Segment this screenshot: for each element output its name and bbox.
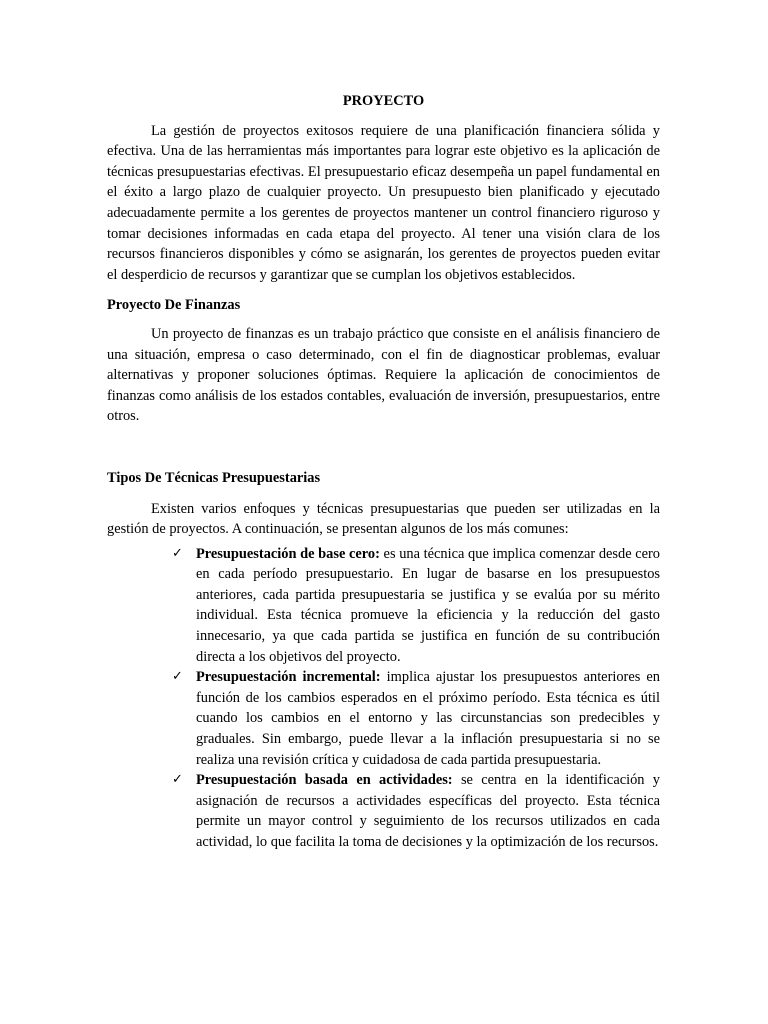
- document-title: PROYECTO: [342, 93, 425, 109]
- list-item-description: se centra en la identificación y asignación de recursos a actividades específicas del proyecto. Esta técnica permite un mayor control y seguimiento de los recursos utilizados en cada actividad, lo que facilita la toma de decisiones y la optimización de los recursos.: [196, 772, 661, 850]
- list-item: [172, 667, 660, 770]
- checkmark-icon: ✓: [172, 772, 183, 788]
- finanzas-paragraph: Un proyecto de finanzas es un trabajo práctico que consiste en el análisis financiero de una situación, empresa o caso determinado, con el fin de diagnosticar problemas, evaluar alternativas y proponer soluciones óptimas. Requiere la aplicación de conocimientos de finanzas como análisis de los estados contables, evaluación de inversión, presupuestarios, entre otros.: [107, 325, 660, 425]
- list-item-term: Presupuestación de base cero:: [196, 545, 380, 562]
- checkmark-icon: ✓: [172, 545, 183, 561]
- document-page: [107, 91, 660, 853]
- list-item-description: implica ajustar los presupuestos anteriores en función de los cambios esperados en el próximo período. Esta técnica es útil cuando los cambios en el entorno y las circunstancias son predecibles y graduales. Sin embargo, puede llevar a la inflación presupuestaria si no se realiza una revisión crítica y cuidadosa de cada partida presupuestaria.: [196, 669, 660, 768]
- intro-paragraph: La gestión de proyectos exitosos requiere de una planificación financiera sólida y efectiva. Una de las herramientas más importantes para lograr este objetivo es la aplicación de técnicas presupuestarias efectivas. El presupuestario eficaz desempeña un papel fundamental en el éxito a largo plazo de cualquier proyecto. Un presupuesto bien planificado y ejecutado adecuadamente permite a los gerentes de proyectos mantener un control financiero riguroso y tomar decisiones informadas en cada etapa del proyecto. Al tener una visión clara de los recursos financieros disponibles y cómo se asignarán, los gerentes de proyectos pueden evitar el desperdicio de recursos y garantizar que se cumplan los objetivos establecidos.: [107, 122, 660, 283]
- tecnicas-paragraph: Existen varios enfoques y técnicas presupuestarias que pueden ser utilizadas en la gestión de proyectos. A continuación, se presentan algunos de los más comunes:: [107, 500, 660, 538]
- list-item: [172, 770, 661, 852]
- list-item-term: Presupuestación basada en actividades:: [196, 772, 453, 789]
- checkmark-icon: ✓: [172, 669, 183, 685]
- list-item-term: Presupuestación incremental:: [196, 669, 381, 686]
- section-heading-finanzas: Proyecto De Finanzas: [107, 297, 241, 314]
- list-item-description: es una técnica que implica comenzar desde cero en cada período presupuestario. En lugar de basarse en los presupuestos anteriores, cada partida presupuestaria se justifica y se evalúa por su mérito individual. Esta técnica promueve la eficiencia y la reducción del gasto innecesario, ya que cada partida se justifica en función de su contribución directa a los objetivos del proyecto.: [196, 545, 661, 665]
- list-item: [172, 544, 661, 668]
- section-heading-tecnicas: Tipos De Técnicas Presupuestarias: [107, 469, 321, 486]
- technique-list: [107, 544, 660, 853]
